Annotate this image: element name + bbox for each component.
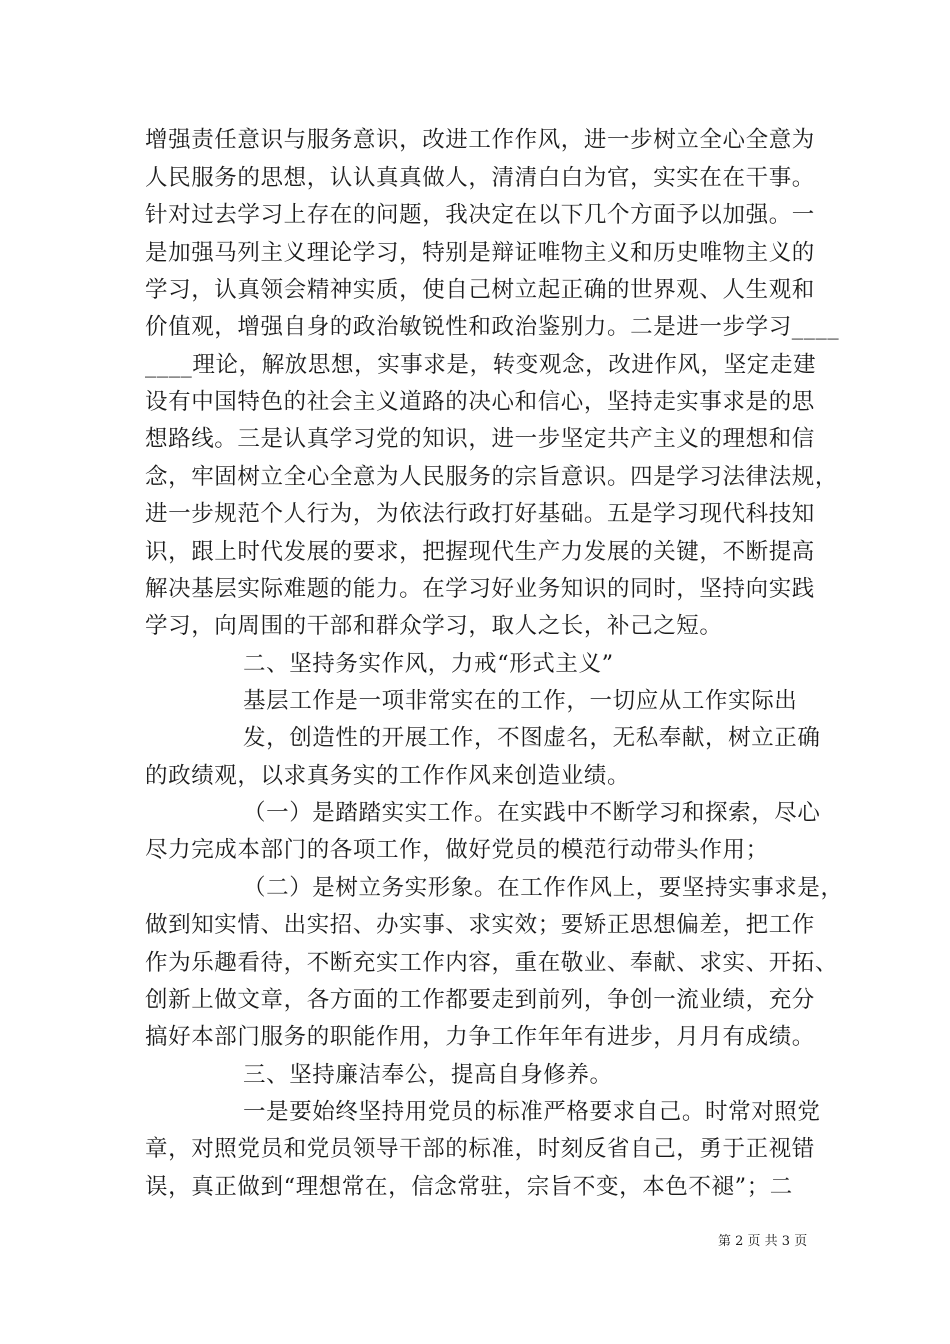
- text-line: 尽力完成本部门的各项工作，做好党员的模范行动带头作用；: [145, 837, 769, 863]
- text-line: 设有中国特色的社会主义道路的决心和信心，坚持走实事求是的思: [145, 389, 815, 415]
- text-line: 发，创造性的开展工作，不图虚名，无私奉献，树立正确: [243, 725, 821, 751]
- text-line: 作为乐趣看待，不断充实工作内容，重在敬业、奉献、求实、开拓、: [145, 950, 839, 976]
- text-line: 的政绩观，以求真务实的工作作风来创造业绩。: [145, 763, 631, 789]
- text-line: 学习，向周围的干部和群众学习，取人之长，补己之短。: [145, 613, 723, 639]
- text-line: 一是要始终坚持用党员的标准严格要求自己。时常对照党: [243, 1099, 821, 1125]
- text-line: 做到知实情、出实招、办实事、求实效；要矫正思想偏差，把工作: [145, 912, 815, 938]
- text-line: （二）是树立务实形象。在工作作风上，要坚持实事求是，: [243, 875, 844, 901]
- text-line: 是加强马列主义理论学习，特别是辩证唯物主义和历史唯物主义的: [145, 240, 815, 266]
- section-heading: 三、坚持廉洁奉公，提高自身修养。: [243, 1062, 613, 1088]
- text-line: 学习，认真领会精神实质，使自己树立起正确的世界观、人生观和: [145, 277, 815, 303]
- text-line: 基层工作是一项非常实在的工作，一切应从工作实际出: [243, 688, 798, 714]
- text-line: 人民服务的思想，认认真真做人，清清白白为官，实实在在干事。: [145, 165, 815, 191]
- text-line: 误，真正做到“理想常在，信念常驻，宗旨不变，本色不褪”；二: [145, 1174, 793, 1200]
- text-line: 解决基层实际难题的能力。在学习好业务知识的同时，坚持向实践: [145, 576, 815, 602]
- text-line: 价值观，增强自身的政治敏锐性和政治鉴别力。二是进一步学习____: [145, 314, 840, 340]
- text-line: 进一步规范个人行为，为依法行政打好基础。五是学习现代科技知: [145, 501, 815, 527]
- page-number-footer: 第 2 页 共 3 页: [718, 1234, 808, 1249]
- text-line: 针对过去学习上存在的问题，我决定在以下几个方面予以加强。一: [145, 202, 815, 228]
- text-line: 念，牢固树立全心全意为人民服务的宗旨意识。四是学习法律法规，: [145, 464, 839, 490]
- text-line: 搞好本部门服务的职能作用，力争工作年年有进步，月月有成绩。: [145, 1024, 815, 1050]
- text-line: 增强责任意识与服务意识，改进工作作风，进一步树立全心全意为: [145, 127, 815, 153]
- section-heading: 二、坚持务实作风，力戒“形式主义”: [243, 651, 614, 677]
- text-line: （一）是踏踏实实工作。在实践中不断学习和探索，尽心: [243, 800, 821, 826]
- text-line: 章，对照党员和党员领导干部的标准，时刻反省自己，勇于正视错: [145, 1136, 815, 1162]
- text-line: 想路线。三是认真学习党的知识，进一步坚定共产主义的理想和信: [145, 426, 815, 452]
- text-line: 识，跟上时代发展的要求，把握现代生产力发展的关键，不断提高: [145, 539, 815, 565]
- text-line: 创新上做文章，各方面的工作都要走到前列，争创一流业绩，充分: [145, 987, 815, 1013]
- text-line: ____理论，解放思想，实事求是，转变观念，改进作风，坚定走建: [145, 352, 817, 378]
